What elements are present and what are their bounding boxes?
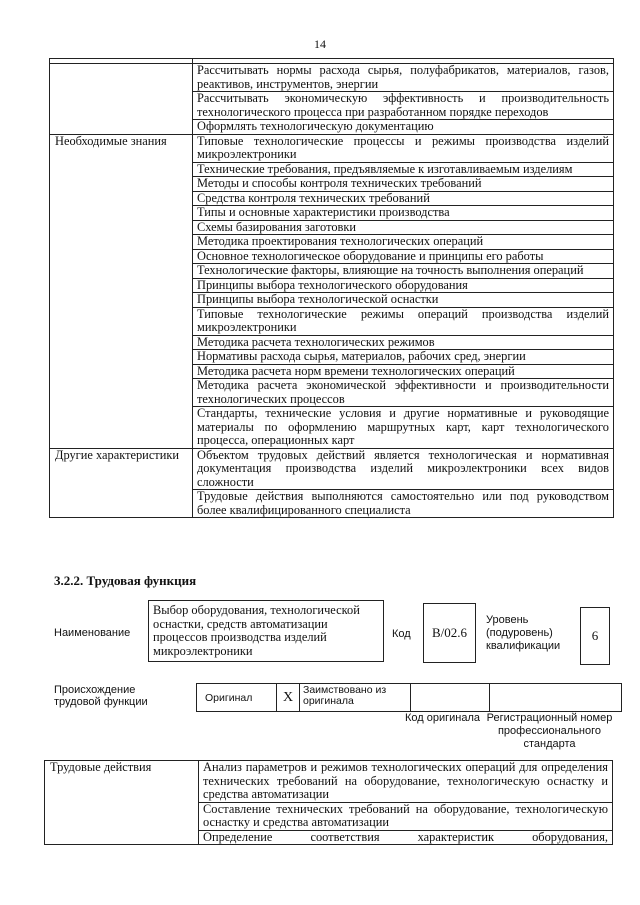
labor-actions-label: Трудовые действия [45,761,199,845]
origin-table [196,683,622,712]
knowledge-row: Типы и основные характеристики производства [193,206,614,221]
skill-row: Рассчитывать экономическую эффективность и производительность технологического процесса при разработанном порядке переходов [193,92,614,120]
other-characteristics-label: Другие характеристики [50,448,193,518]
action-row: Составление технических требований на оборудование, технологическую оснастку и средства автоматизации [199,802,613,830]
knowledge-row: Принципы выбора технологической оснастки [193,293,614,308]
knowledge-row: Методика расчета технологических режимов [193,335,614,350]
function-code-box: B/02.6 [423,603,476,663]
competency-table-upper [49,58,614,518]
original-label: Оригинал [197,684,277,712]
registration-number-cell [490,684,622,712]
knowledge-row: Нормативы расхода сырья, материалов, рабочих сред, энергии [193,350,614,365]
knowledge-label: Необходимые знания [50,134,193,448]
knowledge-row: Основное технологическое оборудование и принципы его работы [193,249,614,264]
qualification-level-label: Уровень (подуровень) квалификации [486,614,561,652]
action-row: Анализ параметров и режимов технологических операций для определения технических требований на оборудование, технологическую оснастку и средства автоматизации [199,761,613,803]
knowledge-row: Методика проектирования технологических операций [193,235,614,250]
borrowed-label: Заимствовано из оригинала [300,684,411,712]
skill-row: Рассчитывать нормы расхода сырья, полуфабрикатов, материалов, газов, реактивов, инструментов, энергии [193,64,614,92]
registration-number-caption: Регистрационный номер профессионального стандарта [486,712,613,750]
skill-row: Оформлять технологическую документацию [193,120,614,135]
qualification-level-box: 6 [580,607,610,665]
knowledge-row: Принципы выбора технологического оборудования [193,278,614,293]
knowledge-row: Методика расчета экономической эффективности и производительности технологических процессов [193,379,614,407]
knowledge-row: Средства контроля технических требований [193,191,614,206]
code-label: Код [392,628,411,640]
action-row: Определение соответствия характеристик оборудования, [199,830,613,845]
knowledge-row: Технологические факторы, влияющие на точность выполнения операций [193,264,614,279]
knowledge-row: Технические требования, предъявляемые к изготавливаемым изделиям [193,162,614,177]
other-row: Трудовые действия выполняются самостоятельно или под руководством более квалифицированного специалиста [193,490,614,518]
section-title: 3.2.2. Трудовая функция [54,573,197,588]
labor-actions-table [44,760,613,845]
origin-label: Происхождение трудовой функции [54,684,148,708]
knowledge-row: Типовые технологические режимы операций производства изделий микроэлектроники [193,307,614,335]
page-number: 14 [314,37,326,51]
knowledge-row: Методика расчета норм времени технологических операций [193,364,614,379]
skills-label-cell [50,64,193,135]
origin-code-caption: Код оригинала [405,712,481,724]
knowledge-row: Методы и способы контроля технических требований [193,177,614,192]
origin-code-cell [411,684,490,712]
knowledge-row: Стандарты, технические условия и другие нормативные и руководящие материалы по оформлению маршрутных карт, карт технологического процесса, операционных карт [193,407,614,449]
function-name-box: Выбор оборудования, технологической оснастки, средств автоматизации процессов производства изделий микроэлектроники [148,600,384,662]
other-row: Объектом трудовых действий является технологическая и нормативная документация производства изделий микроэлектроники всех видов сложности [193,448,614,490]
name-label: Наименование [54,627,131,639]
knowledge-row: Схемы базирования заготовки [193,220,614,235]
original-mark: X [277,684,300,712]
knowledge-row: Типовые технологические процессы и режимы производства изделий микроэлектроники [193,134,614,162]
